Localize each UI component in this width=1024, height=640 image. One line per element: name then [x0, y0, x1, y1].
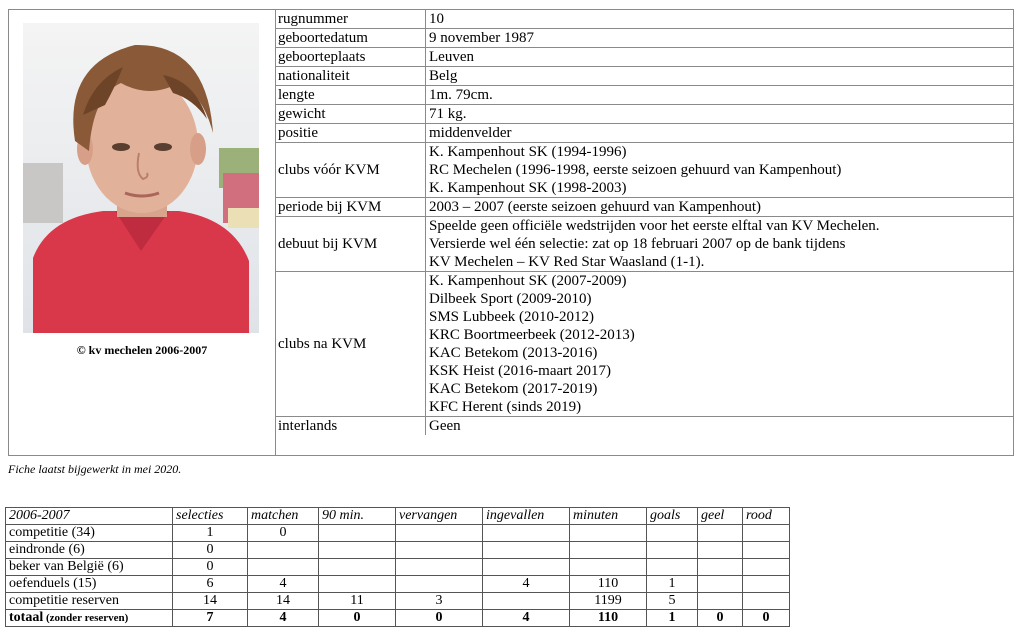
info-label: positie	[275, 124, 426, 143]
stats-row-label: competitie (34)	[6, 525, 173, 542]
stats-total-label	[6, 610, 173, 627]
info-label: periode bij KVM	[275, 198, 426, 217]
stats-cell	[743, 542, 790, 559]
stats-cell	[647, 525, 698, 542]
info-value-line: Speelde geen officiële wedstrijden voor het eerste elftal van KV Mechelen.	[429, 218, 880, 234]
info-value-line: 10	[429, 11, 444, 27]
info-value-line: Belg	[429, 68, 458, 84]
info-value-line: KSK Heist (2016-maart 2017)	[429, 363, 612, 379]
info-row	[275, 67, 1014, 86]
stats-cell: 5	[647, 593, 698, 610]
info-row	[275, 86, 1014, 105]
info-value-line: 9 november 1987	[429, 30, 534, 46]
info-value	[426, 217, 1015, 272]
info-row	[275, 217, 1014, 272]
stats-cell	[319, 525, 396, 542]
stats-cell	[698, 593, 743, 610]
stats-cell: 0	[173, 542, 248, 559]
stats-cell	[698, 542, 743, 559]
total-label-note: (zonder reserven)	[43, 612, 129, 624]
info-value-line: RC Mechelen (1996-1998, eerste seizoen gehuurd van Kampenhout)	[429, 162, 842, 178]
info-value-line: KRC Boortmeerbeek (2012-2013)	[429, 327, 635, 343]
info-label: debuut bij KVM	[275, 217, 426, 272]
stats-row-label: oefenduels (15)	[6, 576, 173, 593]
stats-cell	[319, 542, 396, 559]
info-value-line: K. Kampenhout SK (1994-1996)	[429, 144, 627, 160]
info-value-line: K. Kampenhout SK (1998-2003)	[429, 180, 627, 196]
stats-header-cell: rood	[743, 508, 790, 525]
stats-header-cell: minuten	[570, 508, 647, 525]
info-value-line: Dilbeek Sport (2009-2010)	[429, 291, 592, 307]
info-row	[275, 29, 1014, 48]
info-row	[275, 124, 1014, 143]
stats-row	[6, 593, 790, 610]
stats-header-cell: ingevallen	[483, 508, 570, 525]
stats-cell	[248, 542, 319, 559]
stats-cell	[698, 576, 743, 593]
info-value-line: SMS Lubbeek (2010-2012)	[429, 309, 594, 325]
info-row	[275, 10, 1014, 29]
stats-total-cell: 0	[396, 610, 483, 627]
info-label: gewicht	[275, 105, 426, 124]
stats-cell	[396, 542, 483, 559]
stats-row-label: beker van België (6)	[6, 559, 173, 576]
info-label: rugnummer	[275, 10, 426, 29]
stats-cell: 14	[173, 593, 248, 610]
info-value	[426, 86, 1015, 105]
photo-caption: © kv mechelen 2006-2007	[76, 343, 208, 357]
stats-cell: 110	[570, 576, 647, 593]
stats-row-label: competitie reserven	[6, 593, 173, 610]
last-updated-note: Fiche laatst bijgewerkt in mei 2020.	[8, 462, 182, 476]
stats-cell	[743, 576, 790, 593]
stats-cell: 6	[173, 576, 248, 593]
stats-cell	[483, 559, 570, 576]
info-label: nationaliteit	[275, 67, 426, 86]
stats-row-label: eindronde (6)	[6, 542, 173, 559]
player-info-table	[275, 10, 1014, 435]
stats-cell	[483, 593, 570, 610]
stats-total-cell: 110	[570, 610, 647, 627]
stats-cell	[483, 542, 570, 559]
info-value-line: Versierde wel één selectie: zat op 18 februari 2007 op de bank tijdens	[429, 236, 846, 252]
info-value	[426, 10, 1015, 29]
stats-cell	[743, 525, 790, 542]
info-value-line: KFC Herent (sinds 2019)	[429, 399, 582, 415]
stats-cell	[698, 559, 743, 576]
stats-cell	[396, 559, 483, 576]
info-value-line: Leuven	[429, 49, 474, 65]
info-value	[426, 105, 1015, 124]
stats-total-row	[6, 610, 790, 627]
stats-cell: 4	[248, 576, 319, 593]
stats-header-cell: 90 min.	[319, 508, 396, 525]
info-value-line: Geen	[429, 418, 461, 434]
stats-cell	[319, 559, 396, 576]
stats-cell: 1199	[570, 593, 647, 610]
info-label: clubs na KVM	[275, 272, 426, 417]
stats-cell: 1	[173, 525, 248, 542]
info-row	[275, 198, 1014, 217]
stats-header-cell: vervangen	[396, 508, 483, 525]
stats-cell: 3	[396, 593, 483, 610]
player-card	[8, 9, 1014, 456]
info-value	[426, 29, 1015, 48]
season-stats-table	[5, 507, 790, 627]
stats-header-row	[6, 508, 790, 525]
info-value-line: 2003 – 2007 (eerste seizoen gehuurd van Kampenhout)	[429, 199, 761, 215]
stats-cell	[570, 542, 647, 559]
stats-cell	[319, 576, 396, 593]
info-value-line: KAC Betekom (2017-2019)	[429, 381, 598, 397]
stats-row	[6, 576, 790, 593]
info-label: geboortedatum	[275, 29, 426, 48]
stats-row	[6, 525, 790, 542]
stats-row	[6, 542, 790, 559]
info-value-line: middenvelder	[429, 125, 512, 141]
stats-cell	[570, 559, 647, 576]
stats-total-cell: 7	[173, 610, 248, 627]
stats-cell	[396, 576, 483, 593]
stats-header-cell: matchen	[248, 508, 319, 525]
stats-cell	[743, 593, 790, 610]
info-value	[426, 272, 1015, 417]
stats-total-cell: 4	[483, 610, 570, 627]
stats-cell	[248, 559, 319, 576]
stats-header-cell: goals	[647, 508, 698, 525]
stats-header-cell: geel	[698, 508, 743, 525]
stats-total-cell: 4	[248, 610, 319, 627]
stats-cell	[570, 525, 647, 542]
stats-cell	[743, 559, 790, 576]
player-photo	[23, 23, 259, 333]
stats-cell: 0	[173, 559, 248, 576]
info-label: interlands	[275, 417, 426, 436]
stats-cell: 1	[647, 576, 698, 593]
info-row	[275, 272, 1014, 417]
info-value	[426, 198, 1015, 217]
info-label: lengte	[275, 86, 426, 105]
info-label: clubs vóór KVM	[275, 143, 426, 198]
stats-total-cell: 1	[647, 610, 698, 627]
info-value-line: 1m. 79cm.	[429, 87, 493, 103]
stats-cell	[698, 525, 743, 542]
stats-cell	[647, 559, 698, 576]
stats-total-cell: 0	[698, 610, 743, 627]
stats-cell: 0	[248, 525, 319, 542]
stats-total-cell: 0	[743, 610, 790, 627]
stats-cell	[483, 525, 570, 542]
info-value	[426, 48, 1015, 67]
info-row	[275, 417, 1014, 436]
stats-total-cell: 0	[319, 610, 396, 627]
photo-cell	[9, 10, 276, 455]
info-row	[275, 105, 1014, 124]
stats-cell: 4	[483, 576, 570, 593]
stats-header-cell: selecties	[173, 508, 248, 525]
info-value-line: 71 kg.	[429, 106, 467, 122]
info-row	[275, 143, 1014, 198]
info-value-line: K. Kampenhout SK (2007-2009)	[429, 273, 627, 289]
stats-cell: 11	[319, 593, 396, 610]
info-value-line: KV Mechelen – KV Red Star Waasland (1-1).	[429, 254, 705, 270]
info-value	[426, 417, 1015, 436]
stats-cell	[396, 525, 483, 542]
info-value-line: KAC Betekom (2013-2016)	[429, 345, 598, 361]
info-row	[275, 48, 1014, 67]
stats-cell	[647, 542, 698, 559]
stats-header-cell: 2006-2007	[6, 508, 173, 525]
total-label: totaal	[9, 610, 44, 625]
info-label: geboorteplaats	[275, 48, 426, 67]
info-value	[426, 143, 1015, 198]
info-value	[426, 67, 1015, 86]
stats-row	[6, 559, 790, 576]
stats-cell: 14	[248, 593, 319, 610]
info-value	[426, 124, 1015, 143]
